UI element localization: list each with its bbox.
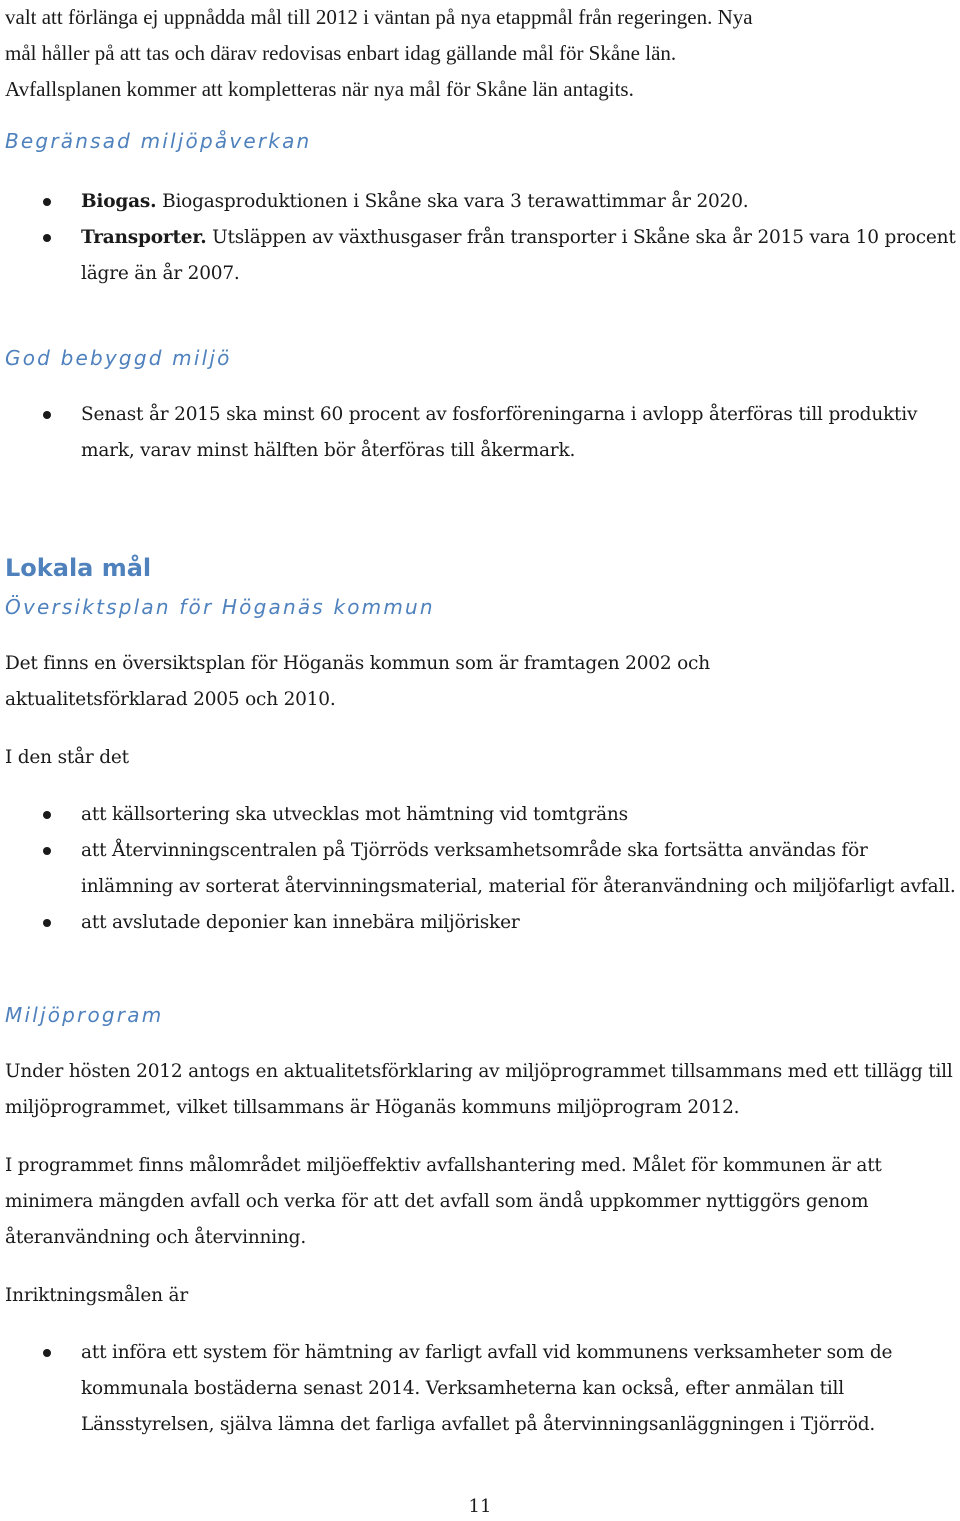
list-item [0, 220, 960, 292]
bullet-icon [43, 847, 51, 855]
intro-paragraph [5, 0, 950, 107]
section-heading-lokala: Lokala mål [5, 554, 152, 582]
section-heading-begransad: Begränsad miljöpåverkan [5, 129, 312, 153]
oversiktsplan-paragraph: Det finns en översiktsplan för Höganäs kommun som är framtagen 2002 och aktualitetsförklarad 2005 och 2010. [5, 653, 710, 710]
item-text: Biogasproduktionen i Skåne ska vara 3 terawattimmar år 2020. [156, 191, 749, 212]
page-number: 11 [468, 1496, 492, 1517]
subheading-oversiktsplan: Översiktsplan för Höganäs kommun [5, 595, 435, 619]
bullet-icon [43, 198, 51, 206]
section-heading-god-bebyggd: God bebyggd miljö [5, 346, 232, 370]
bullet-icon [43, 411, 51, 419]
item-text: Utsläppen av växthusgaser från transporter i Skåne ska år 2015 vara 10 procent lägre än år 2007. [81, 227, 956, 284]
miljoprogram-paragraph-1: Under hösten 2012 antogs en aktualitetsförklaring av miljöprogrammet tillsammans med ett tillägg till miljöprogrammet, vilket tillsammans är Höganäs kommuns miljöprogram 2012. [5, 1061, 953, 1118]
item-label: Biogas. [81, 191, 157, 212]
item-text: Senast år 2015 ska minst 60 procent av fosforföreningarna i avlopp återföras till produktiv mark, varav minst hälften bör återföras till åkermark. [81, 404, 918, 461]
begransad-list [0, 184, 960, 292]
item-text: att källsortering ska utvecklas mot hämtning vid tomtgräns [81, 804, 628, 825]
oversiktsplan-list [0, 797, 960, 941]
intro-line: Avfallsplanen kommer att kompletteras när nya mål för Skåne län antagits. [5, 77, 634, 101]
intro-line: mål håller på att tas och därav redovisas enbart idag gällande mål för Skåne län. [5, 41, 677, 65]
list-item [0, 397, 960, 469]
bullet-icon [43, 919, 51, 927]
list-item [0, 833, 960, 905]
section-heading-miljoprogram: Miljöprogram [5, 1003, 164, 1027]
item-text: att avslutade deponier kan innebära miljörisker [81, 912, 520, 933]
item-label: Transporter. [81, 227, 207, 248]
bullet-icon [43, 811, 51, 819]
lead-text: Inriktningsmålen är [5, 1285, 189, 1306]
list-item [0, 1335, 960, 1443]
item-text: att Återvinningscentralen på Tjörröds verksamhetsområde ska fortsätta användas för inlämning av sorterat återvinningsmaterial, material för återanvändning och miljöfarligt avfall. [81, 840, 956, 897]
miljoprogram-paragraph-2: I programmet finns målområdet miljöeffektiv avfallshantering med. Målet för kommunen är att minimera mängden avfall och verka för att det avfall som ändå uppkommer nyttiggörs genom återanvändning och återvinning. [5, 1155, 882, 1248]
list-item [0, 797, 960, 833]
lead-text: I den står det [5, 747, 129, 768]
list-item [0, 905, 960, 941]
intro-line: valt att förlänga ej uppnådda mål till 2012 i väntan på nya etappmål från regeringen. Nya [5, 5, 753, 29]
inriktningsmal-list [0, 1335, 960, 1443]
bullet-icon [43, 1349, 51, 1357]
item-text: att införa ett system för hämtning av farligt avfall vid kommunens verksamheter som de kommunala bostäderna senast 2014. Verksamheterna kan också, efter anmälan till Länsstyrelsen, själva lämna det farliga avfallet på återvinningsanläggningen i Tjörröd. [81, 1342, 893, 1435]
bullet-icon [43, 234, 51, 242]
list-item [0, 184, 960, 220]
god-bebyggd-list [0, 397, 960, 469]
